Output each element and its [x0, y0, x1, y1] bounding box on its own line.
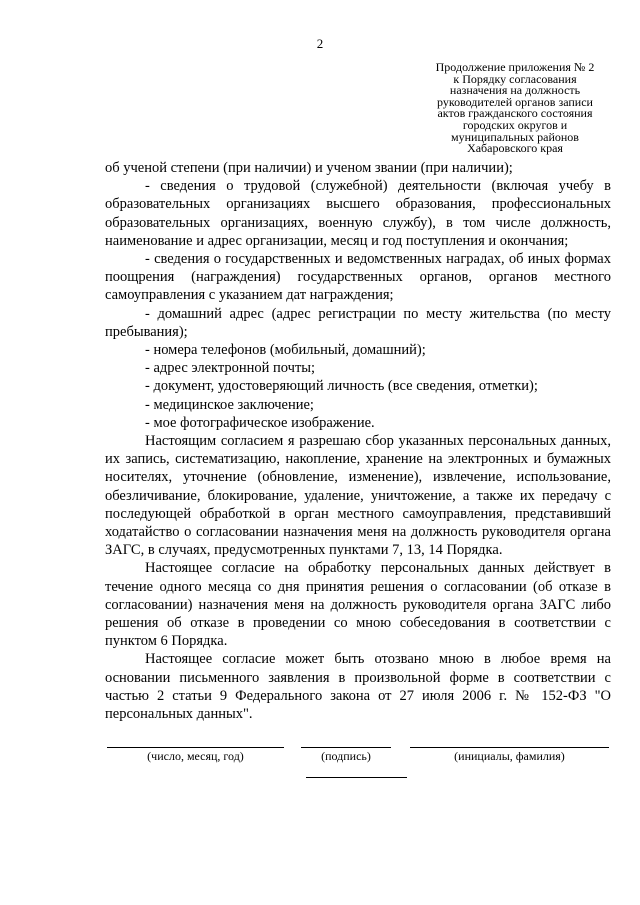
name-signature-line: [410, 747, 609, 748]
paragraph-degree-continuation: об ученой степени (при наличии) и ученом звании (при наличии);: [105, 160, 513, 176]
paragraph-processing-consent: Настоящим согласием я разрешаю сбор указанных персональных данных, их запись, систематизацию, накопление, хранение на электронных и бумажных носителях, уточнение (обновление, изменение), извлечение, использование, обезличивание, блокирование, удаление, уничтожение, а также их передачу с последующей обработкой в орган местного самоуправления, представивший ходатайство о согласовании назначения меня на должность руководителя органа ЗАГС, в случаях, предусмотренных пунктами 7, 13, 14 Порядка.: [105, 433, 611, 559]
appendix-header-line: назначения на должность: [449, 83, 581, 98]
name-label: (инициалы, фамилия): [454, 749, 565, 763]
paragraph-consent-revocation: Настоящее согласие может быть отозвано мною в любое время на основании письменного заявления в произвольной форме в соответствии с частью 2 статьи 9 Федерального закона от 27 июля 2006 г. № 152-ФЗ "О персональных данных".: [105, 651, 611, 723]
appendix-header-line: Хабаровского края: [467, 141, 563, 156]
list-item-photo: - мое фотографическое изображение.: [145, 414, 375, 431]
date-label: (число, месяц, год): [147, 749, 244, 763]
list-item-home-address: - домашний адрес (адрес регистрации по месту жительства (по месту пребывания);: [105, 305, 611, 340]
date-signature-line: [107, 747, 284, 748]
consent-body: [105, 159, 611, 723]
appendix-header-line: муниципальных районов: [451, 129, 579, 144]
list-item-medical-report: - медицинское заключение;: [145, 396, 314, 413]
list-item-identity-document: - документ, удостоверяющий личность (все сведения, отметки);: [145, 378, 538, 395]
appendix-header-line: к Порядку согласования: [453, 71, 577, 86]
list-item-work-history: - сведения о трудовой (служебной) деятельности (включая учебу в образовательных организациях высшего образования, профессиональных образовательных организациях, военную службу), в том числе должность, наименование и адрес организации, месяц и год поступления и окончания;: [105, 178, 611, 249]
appendix-header: [420, 62, 610, 155]
appendix-header-line: городских округов и: [462, 117, 568, 132]
signature-label: (подпись): [321, 749, 371, 763]
paragraph-consent-validity: Настоящее согласие на обработку персональных данных действует в течение одного месяца со дня принятия решения о согласовании (об отказе в согласовании) назначения меня на должность руководителя органа ЗАГС либо решения об отказе в проведении со мною собеседования в соответствии с пунктом 6 Порядка.: [105, 560, 611, 650]
signature-line: [301, 747, 391, 748]
appendix-header-line: руководителей органов записи: [437, 94, 593, 109]
page-number: 2: [316, 36, 324, 51]
list-item-phone-numbers: - номера телефонов (мобильный, домашний);: [145, 342, 426, 359]
list-item-awards: - сведения о государственных и ведомственных наградах, об иных формах поощрения (награждения) государственных органов, органов местного самоуправления с указанием дат награждения;: [105, 251, 611, 304]
list-item-email: - адрес электронной почты;: [145, 360, 316, 377]
appendix-header-line: актов гражданского состояния: [437, 106, 593, 121]
extra-signature-line: [306, 777, 407, 778]
appendix-header-line: Продолжение приложения № 2: [435, 60, 595, 74]
